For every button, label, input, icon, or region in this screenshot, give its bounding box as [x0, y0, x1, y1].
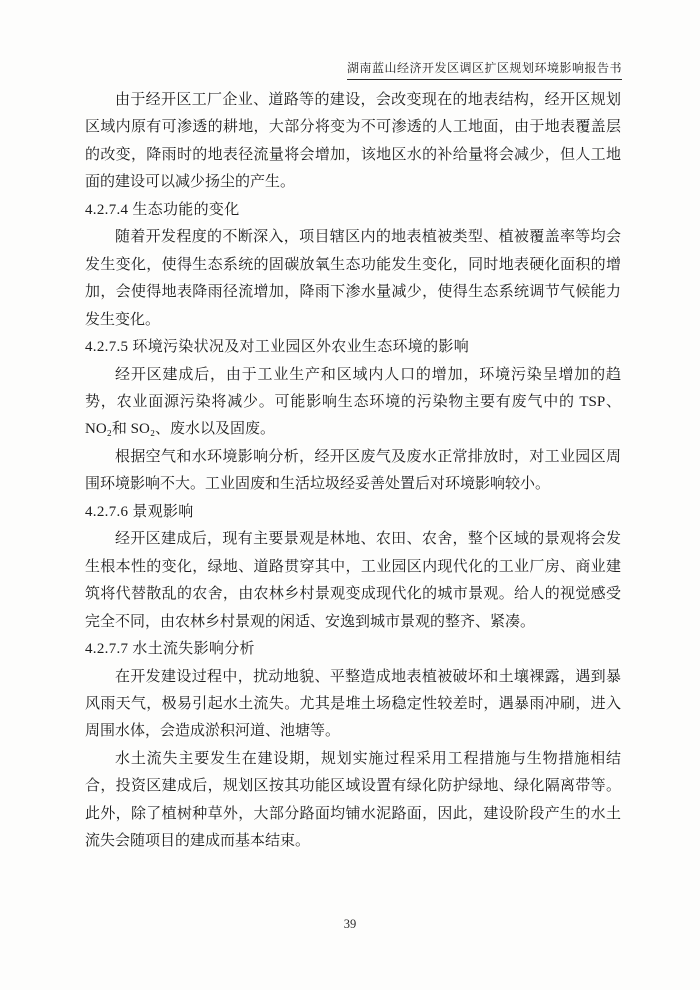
section-heading-4-2-7-4: 4.2.7.4 生态功能的变化: [85, 201, 240, 218]
paragraph-eco-function: 随着开发程度的不断深入，项目辖区内的地表植被类型、植被覆盖率等均会发生变化，使得生态系统的固碳放氧生态功能发生变化，同时地表硬化面积的增加，会使得地表降雨径流增加，降雨下渗水量减少，使得生态系统调节气候能力发生变化。: [85, 229, 621, 328]
running-head-title: 湖南蓝山经济开发区调区扩区规划环境影响报告书: [347, 60, 622, 80]
paragraph-pollution-sources: 经开区建成后，由于工业生产和区域内人口的增加，环境污染呈增加的趋势，农业面源污染将减少。可能影响生态环境的污染物主要有废气中的 TSP、NO₂和 SO₂、废水以及固废。: [85, 366, 621, 438]
paragraph-soil-erosion-mitigation: 水土流失主要发生在建设期，规划实施过程采用工程措施与生物措施相结合，投资区建成后，规划区按其功能区域设置有绿化防护绿地、绿化隔离带等。此外，除了植树种草外，大部分路面均铺水泥路面，因此，建设阶段产生的水土流失会随项目的建成而基本结束。: [85, 750, 621, 850]
paragraph-landscape-impact: 经开区建成后，现有主要景观是林地、农田、农舍，整个区域的景观将会发生根本性的变化，绿地、道路贯穿其中，工业园区内现代化的工业厂房、商业建筑将代替散乱的农舍，由农林乡村景观变成现代化的城市景观。给人的视觉感受完全不同，由农林乡村景观的闲适、安逸到城市景观的整齐、紧凑。: [85, 531, 621, 630]
page-header: [80, 60, 622, 80]
section-heading-4-2-7-7: 4.2.7.7 水土流失影响分析: [85, 641, 255, 658]
paragraph-soil-erosion-cause: 在开发建设过程中，扰动地貌、平整造成地表植被破坏和土壤裸露，遇到暴风雨天气，极易引起水土流失。尤其是堆土场稳定性较差时，遇暴雨冲刷，进入周围水体，会造成淤积河道、池塘等。: [85, 668, 621, 740]
paragraph-pollution-impact: 根据空气和水环境影响分析，经开区废气及废水正常排放时，对工业园区周围环境影响不大。工业固废和生活垃圾经妥善处置后对环境影响较小。: [85, 448, 621, 493]
section-heading-4-2-7-6: 4.2.7.6 景观影响: [85, 503, 194, 520]
page-footer: [0, 917, 700, 932]
section-heading-4-2-7-5: 4.2.7.5 环境污染状况及对工业园区外农业生态环境的影响: [85, 339, 470, 356]
paragraph-surface-structure: 由于经开区工厂企业、道路等的建设，会改变现在的地表结构，经开区规划区域内原有可渗透的耕地，大部分将变为不可渗透的人工地面，由于地表覆盖层的改变，降雨时的地表径流量将会增加，该地区水的补给量将会减少，但人工地面的建设可以减少扬尘的产生。: [85, 92, 621, 191]
page-number: 39: [343, 917, 357, 931]
document-body: [85, 87, 621, 856]
